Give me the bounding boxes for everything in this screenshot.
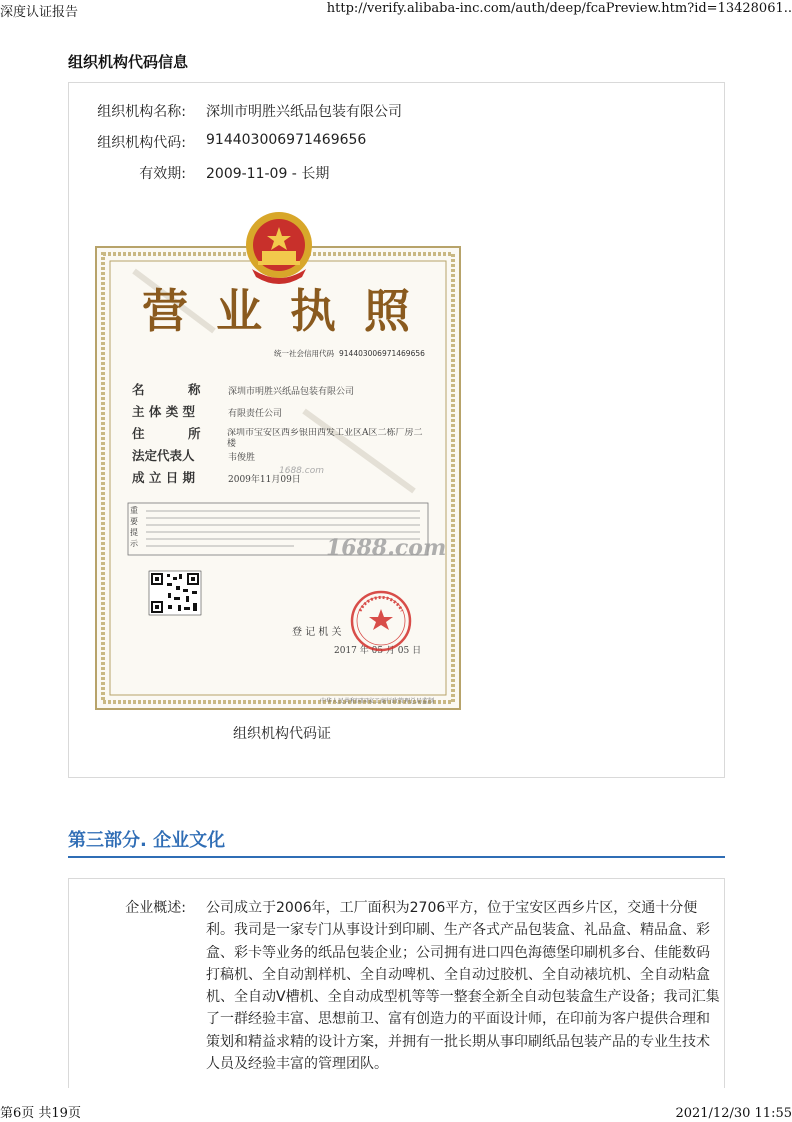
credit-code-label: 统一社会信用代码 — [274, 349, 334, 358]
org-name-label: 组织机构名称: — [97, 104, 186, 120]
issue-date: 2017 年 05 月 05 日 — [334, 646, 422, 656]
print-footer-datetime: 2021/12/30 11:55 — [675, 1106, 792, 1121]
org-section-title: 组织机构代码信息 — [68, 53, 189, 71]
business-license-svg — [94, 211, 464, 711]
small-watermark: 1688.com — [279, 466, 324, 476]
org-name-value: 深圳市明胜兴纸品包装有限公司 — [206, 104, 402, 120]
overview-label: 企业概述: — [125, 900, 186, 916]
registrar-label: 登 记 机 关 — [292, 627, 342, 638]
license-row-label-type: 主 体 类 型 — [132, 404, 196, 419]
validity-label: 有效期: — [139, 166, 186, 182]
culture-section-rule — [68, 856, 725, 858]
license-row-value-date: 2009年11月09日 — [228, 475, 301, 485]
issuer-footer: 中华人民共和国国家工商行政管理总局监制 — [319, 698, 434, 705]
validity-value: 2009-11-09 - 长期 — [206, 166, 330, 182]
notice-label: 重要提示 — [130, 506, 138, 548]
qr-code-icon — [149, 571, 201, 615]
license-row-value-type: 有限责任公司 — [228, 409, 283, 419]
license-row-value-address: 深圳市宝安区西乡银田西发工业区A区二栋厂房二楼 — [227, 428, 423, 449]
overview-text: 公司成立于2006年，工厂面积为2706平方，位于宝安区西乡片区，交通十分便利。我司是一家专门从事设计到印刷、生产各式产品包装盒、礼品盒、精品盒、彩盒、彩卡等业务的纸品包装企业；公司拥有进口四色海德堡印刷机多台、佳能数码打稿机、全自动割样机、全自动啤机、全自动过胶机、全自动裱坑机、全自动粘盒机、全自动V槽机、全自动成型机等等一整套全新全自动包装盒生产设备；我司汇集了一群经验丰富、思想前卫、富有创造力的平面设计师，在印前为客户提供合理和策划和精益求精的设计方案，并拥有一批长期从事印刷纸品包装产品的专业生技术人员及经验丰富的管理团队。 — [206, 900, 720, 1073]
culture-card — [68, 878, 725, 1088]
print-header-title: 深度认证报告 — [0, 5, 79, 20]
license-row-value-legal-rep: 韦俊胜 — [228, 453, 256, 463]
watermark-1688: 1688.com — [326, 535, 447, 561]
image-caption: 组织机构代码证 — [233, 726, 331, 742]
org-code-label: 组织机构代码: — [97, 135, 186, 151]
org-code-value: 914403006971469656 — [206, 132, 367, 148]
business-license-image — [94, 211, 464, 711]
national-emblem-icon — [246, 212, 312, 284]
org-info-card — [68, 82, 725, 778]
print-header-url: http://verify.alibaba-inc.com/auth/deep/fcaPreview.htm?id=13428061.. — [326, 1, 792, 16]
culture-section-title: 第三部分. 企业文化 — [68, 830, 226, 851]
license-row-value-name: 深圳市明胜兴纸品包装有限公司 — [228, 387, 355, 397]
license-row-label-legal-rep: 法定代表人 — [132, 448, 195, 463]
license-row-label-address: 住 所 — [132, 426, 201, 441]
license-heading: 营 业 执 照 — [141, 284, 417, 338]
license-row-label-name: 名 称 — [132, 382, 201, 397]
license-row-label-date: 成 立 日 期 — [132, 470, 196, 485]
print-footer-page: 第6页 共19页 — [0, 1106, 81, 1121]
credit-code-value: 914403006971469656 — [339, 349, 425, 358]
